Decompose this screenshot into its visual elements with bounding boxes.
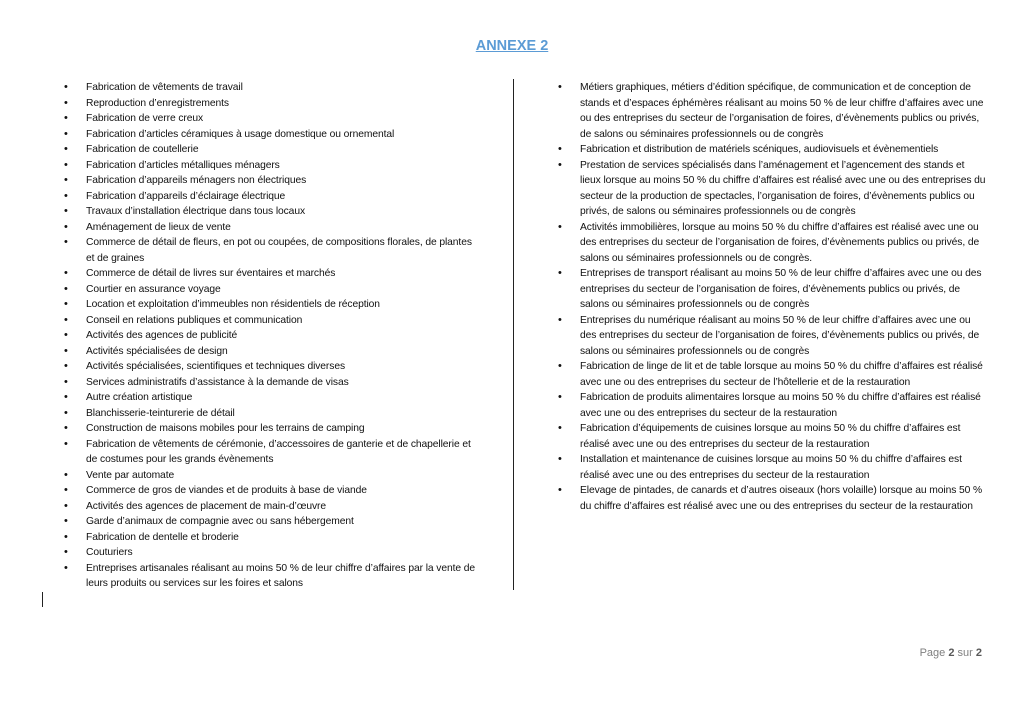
page-footer (920, 647, 982, 659)
list-item: • Blanchisserie-teinturerie de détail (62, 406, 482, 422)
list-item: • Fabrication de linge de lit et de table lorsque au moins 50 % du chiffre d’affaires est réalisé avec une ou des entreprises du secteur de l’hôtellerie et de la restauration (556, 359, 986, 390)
list-item: • Commerce de détail de livres sur éventaires et marchés (62, 266, 482, 282)
list-item: • Activités des agences de publicité (62, 328, 482, 344)
list-item: • Elevage de pintades, de canards et d’autres oiseaux (hors volaille) lorsque au moins 50 % du chiffre d’affaires est réalisé avec une ou des entreprises du secteur de la restauration (556, 483, 986, 514)
list-item: • Reproduction d’enregistrements (62, 96, 482, 112)
list-item: • Fabrication de vêtements de travail (62, 80, 482, 96)
list-item: • Entreprises de transport réalisant au moins 50 % de leur chiffre d’affaires avec une ou des entreprises du secteur de l’organisation de foires, d’évènements publics ou privés, de salons ou séminaires professionnels ou de congrès (556, 266, 986, 313)
list-item: • Couturiers (62, 545, 482, 561)
total-page-number: 2 (975, 647, 982, 659)
list-item: • Fabrication d’appareils ménagers non électriques (62, 173, 482, 189)
list-item: • Courtier en assurance voyage (62, 282, 482, 298)
list-item: • Fabrication de produits alimentaires lorsque au moins 50 % du chiffre d’affaires est réalisé avec une ou des entreprises du secteur de la restauration (556, 390, 986, 421)
list-item: • Location et exploitation d’immeubles non résidentiels de réception (62, 297, 482, 313)
list-item: • Autre création artistique (62, 390, 482, 406)
list-item: • Services administratifs d’assistance à la demande de visas (62, 375, 482, 391)
left-column-list (62, 80, 482, 592)
list-item: • Commerce de gros de viandes et de produits à base de viande (62, 483, 482, 499)
page-title: ANNEXE 2 (475, 38, 549, 54)
list-item: • Garde d’animaux de compagnie avec ou sans hébergement (62, 514, 482, 530)
right-column-list (556, 80, 986, 514)
footer-middle: sur (954, 647, 976, 659)
list-item: • Construction de maisons mobiles pour les terrains de camping (62, 421, 482, 437)
list-item: • Aménagement de lieux de vente (62, 220, 482, 236)
list-item: • Fabrication d’articles céramiques à usage domestique ou ornemental (62, 127, 482, 143)
list-item: • Fabrication de dentelle et broderie (62, 530, 482, 546)
list-item: • Fabrication de vêtements de cérémonie, d’accessoires de ganterie et de chapellerie et de costumes pour les grands évènements (62, 437, 482, 468)
list-item: • Vente par automate (62, 468, 482, 484)
footer-prefix: Page (919, 647, 949, 659)
list-item: • Activités immobilières, lorsque au moins 50 % du chiffre d’affaires est réalisé avec une ou des entreprises du secteur de l’organisation de foires, d’évènements publics ou privés, de salons ou séminaires professionnels ou de congrès. (556, 220, 986, 267)
list-item: • Fabrication d’appareils d’éclairage électrique (62, 189, 482, 205)
column-divider (513, 79, 514, 590)
text-cursor (42, 592, 43, 607)
list-item: • Prestation de services spécialisés dans l’aménagement et l’agencement des stands et lieux lorsque au moins 50 % du chiffre d’affaires est réalisé avec une ou des entreprises du secteur de la production de spectacles, l’organisation de foires, d’évènements publics ou privés, de salons ou séminaires professionnels ou de congrès (556, 158, 986, 220)
list-item: • Commerce de détail de fleurs, en pot ou coupées, de compositions florales, de plantes et de graines (62, 235, 482, 266)
list-item: • Conseil en relations publiques et communication (62, 313, 482, 329)
list-item: • Installation et maintenance de cuisines lorsque au moins 50 % du chiffre d’affaires est réalisé avec une ou des entreprises du secteur de la restauration (556, 452, 986, 483)
list-item: • Activités spécialisées, scientifiques et techniques diverses (62, 359, 482, 375)
list-item: • Métiers graphiques, métiers d’édition spécifique, de communication et de conception de stands et d’espaces éphémères réalisant au moins 50 % de leur chiffre d’affaires avec une ou des entreprises du secteur de l’organisation de foires, d’évènements publics ou privés, de salons ou séminaires professionnels ou de congrès (556, 80, 986, 142)
list-item: • Entreprises artisanales réalisant au moins 50 % de leur chiffre d’affaires par la vente de leurs produits ou services sur les foires et salons (62, 561, 482, 592)
list-item: • Fabrication et distribution de matériels scéniques, audiovisuels et évènementiels (556, 142, 986, 158)
list-item: • Fabrication de coutellerie (62, 142, 482, 158)
list-item: • Fabrication d’équipements de cuisines lorsque au moins 50 % du chiffre d’affaires est réalisé avec une ou des entreprises du secteur de la restauration (556, 421, 986, 452)
list-item: • Activités spécialisées de design (62, 344, 482, 360)
list-item: • Activités des agences de placement de main-d’œuvre (62, 499, 482, 515)
list-item: • Entreprises du numérique réalisant au moins 50 % de leur chiffre d’affaires avec une ou des entreprises du secteur de l’organisation de foires, d’évènements publics ou privés, de salons ou séminaires professionnels ou de congrès (556, 313, 986, 360)
list-item: • Fabrication de verre creux (62, 111, 482, 127)
list-item: • Fabrication d’articles métalliques ménagers (62, 158, 482, 174)
list-item: • Travaux d’installation électrique dans tous locaux (62, 204, 482, 220)
current-page-number: 2 (948, 647, 955, 659)
